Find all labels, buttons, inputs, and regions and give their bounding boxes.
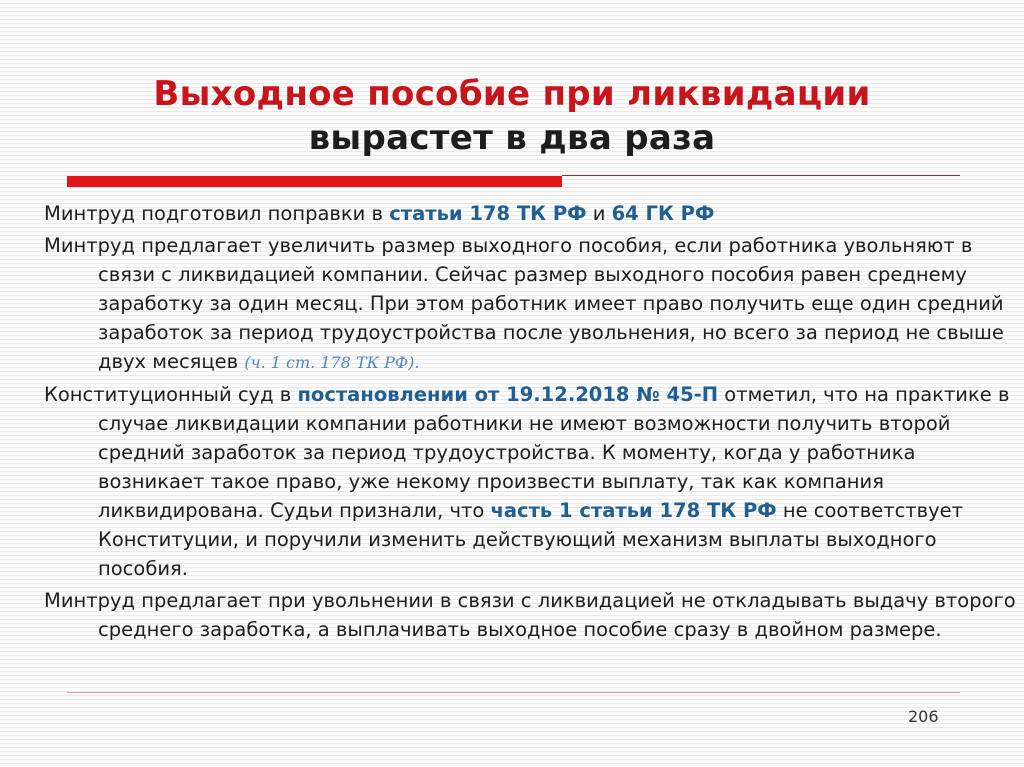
paragraph-text: Конституционный суд в	[44, 383, 298, 406]
page-number: 206	[908, 707, 939, 726]
slide-title	[0, 72, 1024, 160]
link-articles-178-tk[interactable]: статьи 178 ТК РФ	[389, 202, 587, 225]
paragraph-text: Минтруд предлагает увеличить размер выходного пособия, если работника увольняют в связи с ликвидацией компании. Сейчас размер выходного пособия равен среднему заработку за один месяц. При этом работник имеет право получить еще один средний заработок за период трудоустройства после увольнения, но всего за период не свыше двух месяцев	[44, 234, 1004, 373]
reference-article-178: (ч. 1 ст. 178 ТК РФ).	[244, 353, 420, 372]
paragraph-text: отметил, что на практике в случае ликвидации компании работники не имеют возможности получить второй средний заработок за период трудоустройства. К моменту, когда у работника возникает такое право, уже некому произвести выплату, так как компания ликвидирована. Судьи признали, что	[98, 383, 1010, 522]
paragraph-proposal	[44, 231, 1019, 377]
paragraph-text: Минтруд подготовил поправки в	[44, 202, 390, 225]
paragraph-amendments	[44, 199, 1019, 228]
paragraph-double-payment	[44, 586, 1019, 644]
paragraph-constitutional-court	[44, 380, 1019, 583]
slide-body	[44, 199, 1019, 644]
link-part-1-article-178[interactable]: часть 1 статьи 178 ТК РФ	[490, 499, 777, 522]
title-underline-thick	[67, 176, 562, 187]
footer-divider	[67, 692, 960, 693]
link-article-64-gk[interactable]: 64 ГК РФ	[611, 202, 715, 225]
slide-title-line-1: Выходное пособие при ликвидации	[153, 74, 871, 114]
title-underline-thin	[562, 175, 960, 176]
paragraph-text: Минтруд предлагает при увольнении в связи с ликвидацией не откладывать выдачу второго среднего заработка, а выплачивать выходное пособие сразу в двойном размере.	[44, 589, 1016, 641]
slide-title-line-2: вырастет в два раза	[308, 118, 716, 158]
link-resolution-45-p[interactable]: постановлении от 19.12.2018 № 45-П	[297, 383, 719, 406]
paragraph-text: не соответствует Конституции, и поручили изменить действующий механизм выплаты выходного пособия.	[98, 499, 964, 580]
paragraph-text: и	[586, 202, 612, 225]
